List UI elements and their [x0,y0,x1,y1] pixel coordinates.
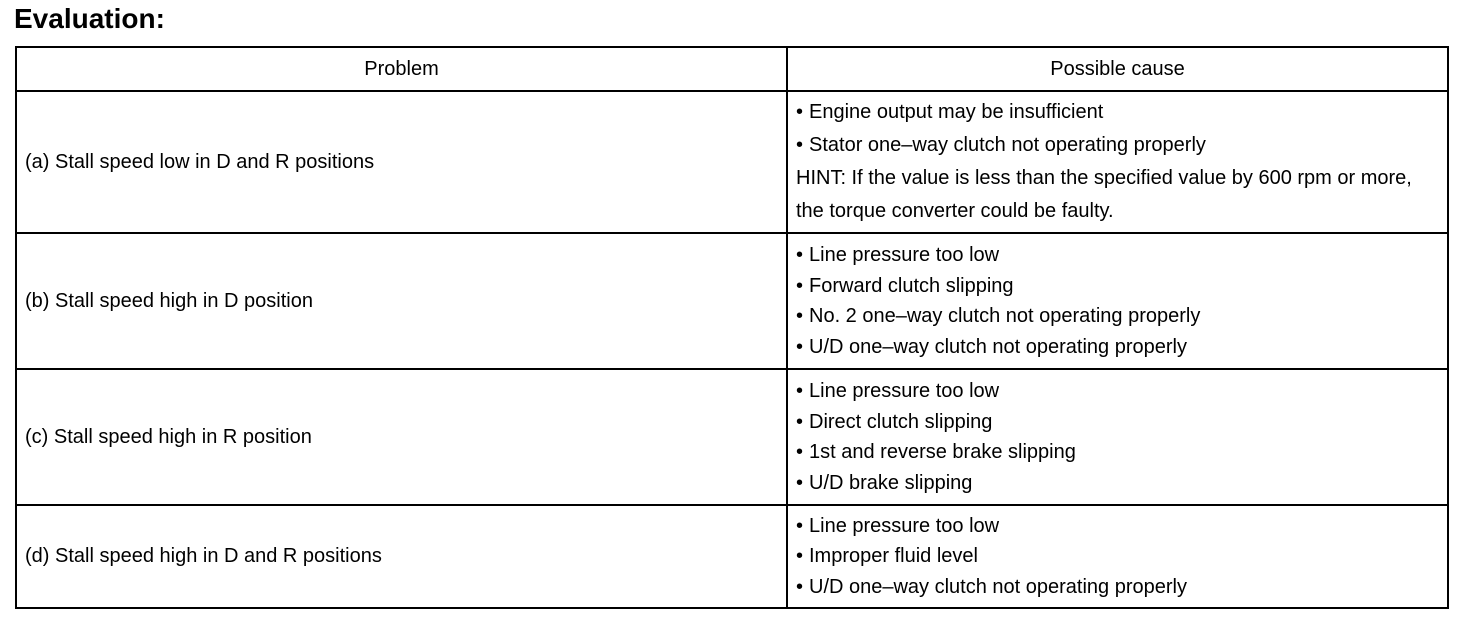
cause-text: Stator one–way clutch not operating properly [809,134,1206,156]
bullet-icon: • [796,545,804,568]
page-heading: Evaluation: [14,3,165,34]
cause-item [796,301,1441,332]
cause-item [796,129,1441,162]
cause-item [796,437,1441,468]
cause-item [796,96,1441,129]
bullet-icon: • [796,514,804,537]
bullet-icon: • [796,410,804,433]
problem-cell: (c) Stall speed high in R position [16,369,787,505]
hint-text: HINT: If the value is less than the specified value by 600 rpm or more, the torque converter could be faulty. [796,167,1412,222]
table-header-row [16,47,1448,91]
cause-text: Engine output may be insufficient [809,101,1104,123]
cause-item [796,407,1441,438]
table-row [16,233,1448,369]
bullet-icon: • [796,380,804,402]
cause-item [796,271,1441,302]
bullet-icon: • [796,575,804,598]
cause-text: 1st and reverse brake slipping [809,441,1076,463]
cause-item [796,376,1441,407]
cause-item [796,332,1441,363]
causes-cell [787,369,1448,505]
bullet-icon: • [796,101,804,123]
cause-text: Line pressure too low [809,244,1000,266]
table-row [16,91,1448,233]
bullet-icon: • [796,471,804,494]
cause-text: Improper fluid level [809,545,978,568]
causes-cell [787,91,1448,233]
table-row [16,505,1448,608]
bullet-icon: • [796,274,804,297]
bullet-icon: • [796,305,804,327]
column-header-possible-cause: Possible cause [787,47,1448,91]
cause-text: Forward clutch slipping [809,274,1014,297]
table-row [16,369,1448,505]
problem-cell: (b) Stall speed high in D position [16,233,787,369]
bullet-icon: • [796,335,804,358]
cause-text: U/D brake slipping [809,471,973,494]
bullet-icon: • [796,441,804,463]
bullet-icon: • [796,134,804,156]
evaluation-table [15,46,1449,609]
cause-text: Line pressure too low [809,514,1000,537]
cause-item [796,468,1441,499]
causes-cell [787,233,1448,369]
cause-item [796,240,1441,271]
cause-text: U/D one–way clutch not operating properly [809,335,1187,358]
cause-item [796,541,1441,572]
problem-cell: (d) Stall speed high in D and R positions [16,505,787,608]
cause-text: Direct clutch slipping [809,410,993,433]
bullet-icon: • [796,244,804,266]
problem-cell: (a) Stall speed low in D and R positions [16,91,787,233]
column-header-problem: Problem [16,47,787,91]
cause-item [796,572,1441,603]
causes-cell [787,505,1448,608]
cause-text: No. 2 one–way clutch not operating properly [809,305,1201,327]
cause-item [796,511,1441,542]
cause-text: U/D one–way clutch not operating properly [809,575,1187,598]
cause-text: Line pressure too low [809,380,1000,402]
